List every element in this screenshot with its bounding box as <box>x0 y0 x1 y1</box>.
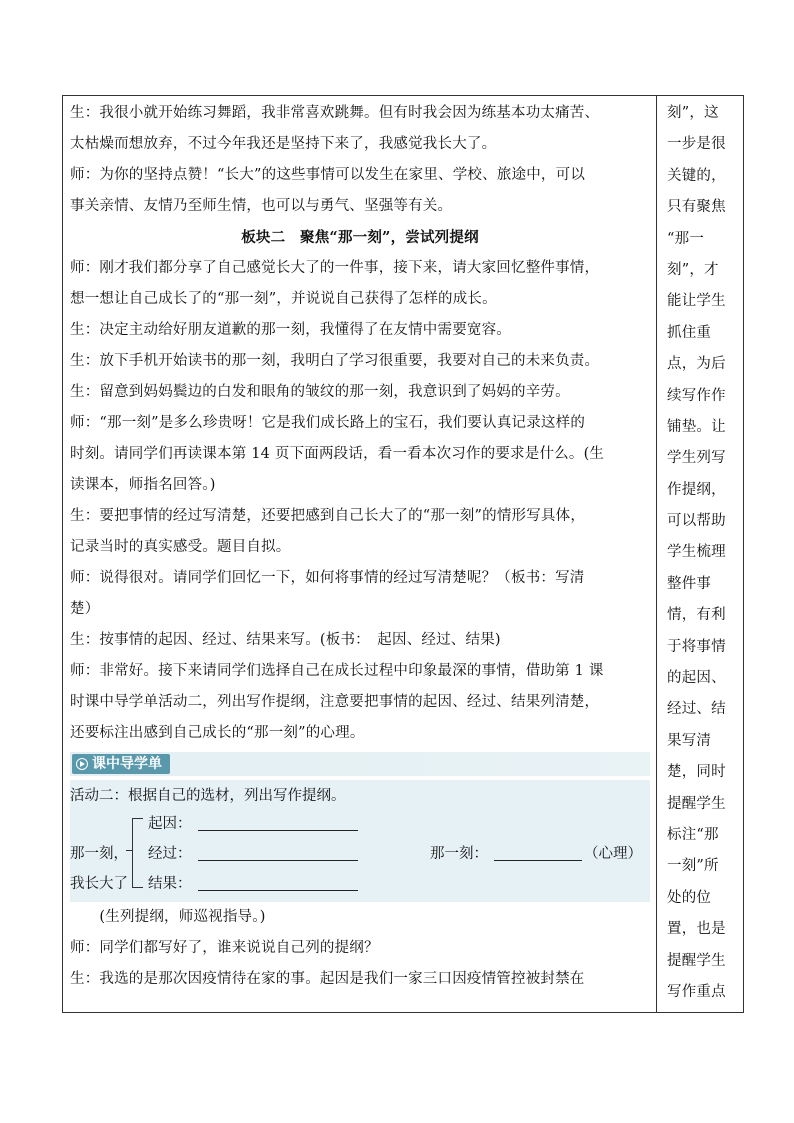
dialogue-line: 生：决定主动给好朋友道歉的那一刻，我懂得了在友情中需要宽容。 <box>70 322 511 338</box>
section-heading: 板块二 聚焦“那一刻”，尝试列提纲 <box>241 229 479 246</box>
side-note-line: 关键的， <box>667 167 726 184</box>
dialogue-line: 师：为你的坚持点赞！“长大”的这些事情可以发生在家里、学校、旅途中，可以 <box>70 167 586 183</box>
side-note-line: “那一 <box>667 230 705 247</box>
moment-label: 那一刻： <box>430 846 488 862</box>
dialogue-line: 记录当时的真实感受。题目自拟。 <box>70 539 291 555</box>
side-note-line: 一步是很 <box>667 136 726 153</box>
side-note-line: 提醒学生 <box>667 952 726 969</box>
result-blank[interactable] <box>198 890 358 891</box>
play-circle-icon <box>76 758 88 770</box>
process-label: 经过： <box>148 846 192 862</box>
side-note-line: 只有聚焦 <box>667 199 726 216</box>
banner-label: 课中导学单 <box>92 756 162 772</box>
column-divider <box>656 95 657 1013</box>
outline-brace-tick <box>126 850 132 851</box>
side-note-line: 刻”，这 <box>667 105 719 121</box>
dialogue-line: 时刻。请同学们再读课本第 14 页下面两段话，看一看本次习作的要求是什么。(生 <box>70 446 605 462</box>
moment-note: （心理） <box>584 846 642 862</box>
side-note-line: 标注“那 <box>667 826 719 843</box>
side-note-line: 刻”，才 <box>667 261 719 278</box>
main-column <box>70 98 650 995</box>
side-note-line: 点，为后 <box>667 356 726 373</box>
side-note-line: 学生梳理 <box>667 544 726 561</box>
side-note-line: 果写清 <box>667 732 712 749</box>
side-notes-column <box>661 98 741 1008</box>
side-note-line: 能让学生 <box>667 293 726 310</box>
dialogue-line: 生：我很小就开始练习舞蹈，我非常喜欢跳舞。但有时我会因为练基本功太痛苦、 <box>70 105 600 121</box>
side-note-line: 铺垫。让 <box>667 418 726 435</box>
outline-left-label-1: 那一刻， <box>70 846 128 862</box>
process-blank[interactable] <box>198 860 358 861</box>
side-note-line: 一刻”所 <box>667 858 719 875</box>
side-note-line: 可以帮助 <box>667 513 726 530</box>
outline-form <box>70 810 650 896</box>
dialogue-block-bottom <box>70 902 650 995</box>
guide-sheet-tab <box>72 754 170 774</box>
dialogue-line: 读课本，师指名回答。) <box>70 477 216 493</box>
side-notes <box>661 98 741 1008</box>
side-note-line: 作提纲， <box>667 481 726 498</box>
dialogue-line: 生：我选的是那次因疫情待在家的事。起因是我们一家三口因疫情管控被封禁在 <box>70 971 585 987</box>
dialogue-line: (生列提纲，师巡视指导。) <box>70 909 266 925</box>
dialogue-line: 师：“那一刻”是多么珍贵呀！它是我们成长路上的宝石，我们要认真记录这样的 <box>70 415 586 431</box>
dialogue-line: 生：要把事情的经过写清楚，还要把感到自己长大了的“那一刻”的情形写具体， <box>70 508 586 524</box>
side-note-line: 处的位 <box>667 889 712 906</box>
cause-blank[interactable] <box>198 830 358 831</box>
dialogue-line: 师：非常好。接下来请同学们选择自己在成长过程中印象最深的事情，借助第 1 课 <box>70 663 604 679</box>
dialogue-line: 太枯燥而想放弃，不过今年我还是坚持下来了，我感觉我长大了。 <box>70 136 497 152</box>
side-note-line: 续写作作 <box>667 387 726 404</box>
dialogue-line: 师：同学们都写好了，谁来说说自己列的提纲？ <box>70 940 379 956</box>
dialogue-line: 师：说得很对。请同学们回忆一下，如何将事情的经过写清楚呢？（板书：写清 <box>70 570 585 586</box>
dialogue-line: 生：放下手机开始读书的那一刻，我明白了学习很重要，我要对自己的未来负责。 <box>70 353 600 369</box>
side-note-line: 写作重点 <box>667 983 726 1000</box>
dialogue-block-mid <box>70 253 650 749</box>
dialogue-line: 想一想让自己成长了的“那一刻”，并说说自己获得了怎样的成长。 <box>70 291 497 307</box>
dialogue-line: 时课中导学单活动二，列出写作提纲，注意要把事情的起因、经过、结果列清楚， <box>70 694 600 710</box>
activity-box <box>70 780 650 902</box>
side-note-line: 情，有利 <box>667 607 726 624</box>
dialogue-line: 还要标注出感到自己成长的“那一刻”的心理。 <box>70 725 365 741</box>
moment-blank[interactable] <box>494 860 582 861</box>
guide-sheet-banner <box>70 752 650 776</box>
cause-label: 起因： <box>148 816 192 832</box>
outline-brace <box>132 818 143 888</box>
side-note-line: 提醒学生 <box>667 795 726 812</box>
dialogue-block-top <box>70 98 650 222</box>
side-note-line: 置，也是 <box>667 921 726 938</box>
outline-left-label-2: 我长大了 <box>70 876 128 892</box>
side-note-line: 于将事情 <box>667 638 726 655</box>
side-note-line: 整件事 <box>667 575 712 592</box>
dialogue-line: 生：留意到妈妈鬓边的白发和眼角的皱纹的那一刻，我意识到了妈妈的辛劳。 <box>70 384 570 400</box>
side-note-line: 学生列写 <box>667 450 726 467</box>
dialogue-line: 生：按事情的起因、经过、结果来写。(板书： 起因、经过、结果) <box>70 632 501 648</box>
dialogue-line: 楚） <box>70 601 100 617</box>
side-note-line: 经过、结 <box>667 701 726 718</box>
side-note-line: 楚，同时 <box>667 764 726 781</box>
dialogue-line: 事关亲情、友情乃至师生情，也可以与勇气、坚强等有关。 <box>70 198 453 214</box>
side-note-line: 抓住重 <box>667 324 712 341</box>
dialogue-line: 师：刚才我们都分享了自己感觉长大了的一件事，接下来，请大家回忆整件事情， <box>70 260 600 276</box>
activity-title: 活动二：根据自己的选材，列出写作提纲。 <box>70 788 346 804</box>
side-note-line: 的起因、 <box>667 670 726 687</box>
result-label: 结果： <box>148 876 192 892</box>
